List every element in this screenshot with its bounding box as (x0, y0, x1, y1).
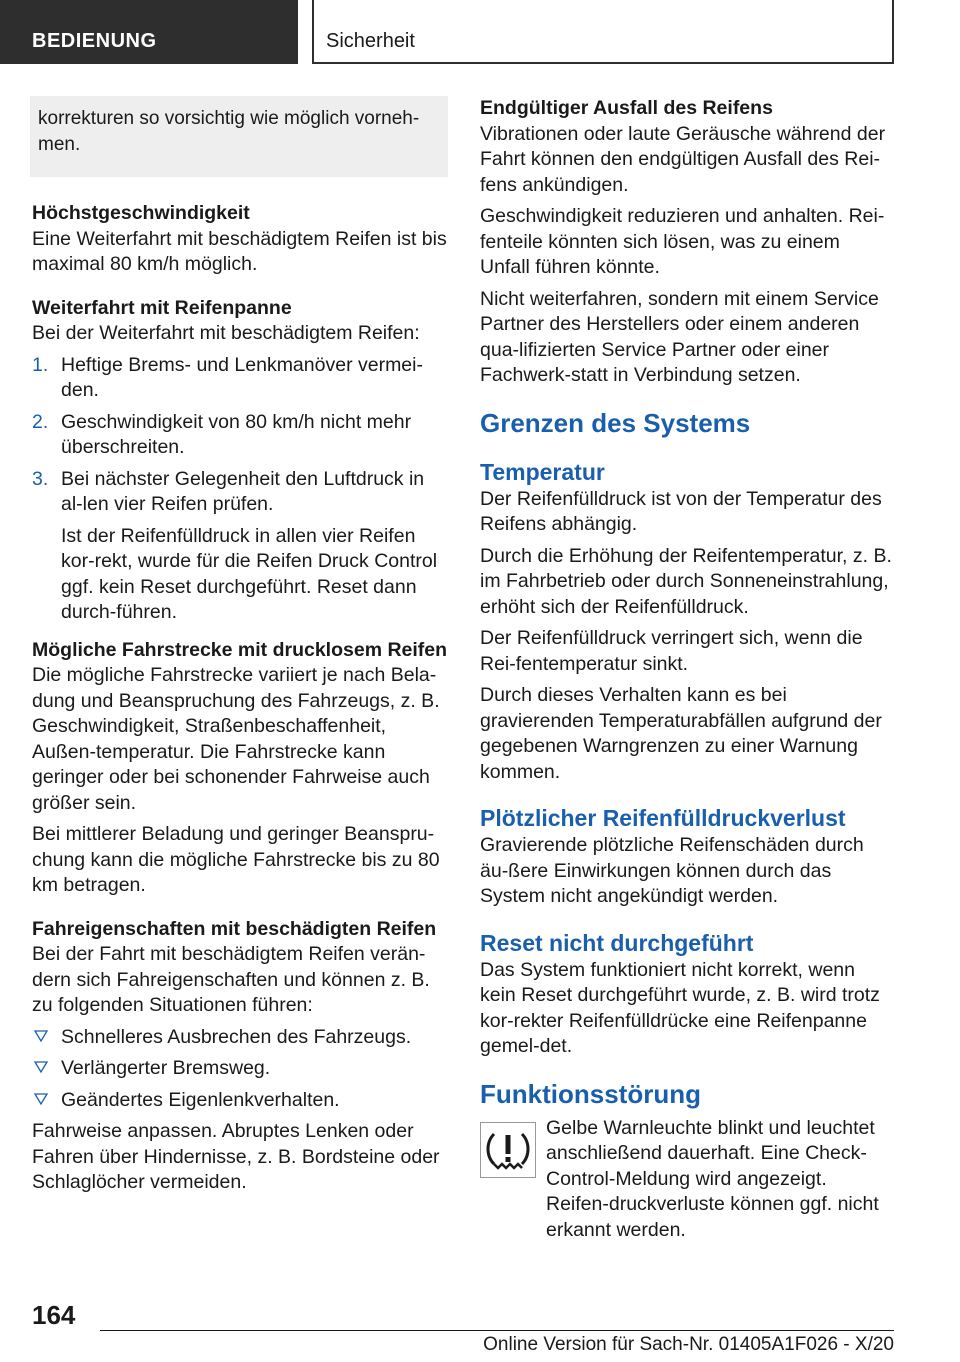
failure-text-1: Vibrationen oder laute Geräusche während der Fahrt können den endgültigen Ausfall des Rei-fens ankündigen. (480, 122, 886, 196)
temperature-text-3: Der Reifenfülldruck verringert sich, wenn die Rei-fentemperatur sinkt. (480, 627, 863, 675)
continue-intro: Bei der Weiterfahrt mit beschädigtem Reifen: (32, 322, 420, 344)
triangle-bullet-icon (34, 1060, 48, 1074)
temperature-heading: Temperatur (480, 458, 605, 485)
chapter-title: Sicherheit (326, 30, 415, 52)
left-column (32, 96, 448, 1196)
effect-text: Schnelleres Ausbrechen des Fahrzeugs. (61, 1025, 412, 1048)
handling-outro: Fahrweise anpassen. Abruptes Lenken oder Fahren über Hindernisse, z. B. Bordsteine oder Schlaglöcher vermeiden. (32, 1120, 440, 1193)
limits-heading: Grenzen des Systems (480, 407, 751, 438)
step-extra-text: Ist der Reifenfülldruck in allen vier Reifen kor-rekt, wurde für die Reifen Druck Control ggf. kein Reset durchgeführt. Reset dann durch-führen. (61, 524, 438, 623)
effect-text: Geändertes Eigenlenkverhalten. (61, 1088, 340, 1111)
tire-pressure-warning-icon (480, 1122, 536, 1178)
effects-list (32, 1025, 448, 1114)
triangle-bullet-icon (34, 1092, 48, 1106)
footer-divider (100, 1330, 894, 1331)
failure-heading: Endgültiger Ausfall des Reifens (480, 97, 773, 119)
handling-intro: Bei der Fahrt mit beschädigtem Reifen verän-dern sich Fahreigenschaften und können z. B. zu folgenden Situationen führen: (32, 943, 430, 1016)
list-item (32, 467, 448, 626)
page-number: 164 (32, 1300, 76, 1330)
distance-heading: Mögliche Fahrstrecke mit drucklosem Reifen (32, 638, 448, 661)
speed-text: Eine Weiterfahrt mit beschädigtem Reifen ist bis maximal 80 km/h möglich. (32, 227, 447, 275)
reset-text: Das System funktioniert nicht korrekt, wenn kein Reset durchgeführt wurde, z. B. wird trotz kor-rekter Reifenfülldrücke eine Reifenpanne gemel-det. (480, 958, 880, 1057)
failure-text-3: Nicht weiterfahren, sondern mit einem Service Partner des Herstellers oder einem anderen qua-lifizierten Service Partner oder einer Fachwerk-statt in Verbindung setzen. (480, 287, 879, 386)
footer-text: Online Version für Sach-Nr. 01405A1F026 - X/20 (483, 1334, 894, 1355)
malfunction-heading: Funktionsstörung (480, 1078, 701, 1109)
reset-heading: Reset nicht durchgeführt (480, 929, 754, 956)
list-item (32, 1088, 448, 1114)
temperature-text-4: Durch dieses Verhalten kann es bei gravierenden Temperaturabfällen aufgrund der gegebenen Warngrenzen zu einer Warnung kommen. (480, 684, 882, 783)
chapter-tab (312, 0, 894, 64)
malfunction-text: Gelbe Warnleuchte blinkt und leuchtet anschließend dauerhaft. Eine Check-Control-Meldung wird angezeigt. Reifen-druckverluste können ggf. nicht erkannt werden. (546, 1116, 879, 1241)
step-number: 1. (32, 353, 49, 376)
pressure-loss-text: Gravierende plötzliche Reifenschäden durch äu-ßere Einwirkungen können durch das System nicht angekündigt werden. (480, 834, 864, 907)
failure-text-2: Geschwindigkeit reduzieren und anhalten. Rei-fenteile könnten sich lösen, was zu einem Unfall führen könnte. (480, 205, 885, 278)
temperature-text-1: Der Reifenfülldruck ist von der Temperatur des Reifens abhängig. (480, 487, 882, 535)
step-number: 3. (32, 467, 49, 490)
list-item (32, 1025, 448, 1051)
effect-text: Verlängerter Bremsweg. (61, 1057, 271, 1079)
step-number: 2. (32, 410, 49, 433)
section-tab (0, 0, 298, 64)
list-item (32, 1056, 448, 1082)
temperature-text-2: Durch die Erhöhung der Reifentemperatur, z. B. im Fahrbetrieb oder durch Sonneneinstrahlung, erhöht sich der Reifenfülldruck. (480, 544, 892, 618)
distance-text-2: Bei mittlerer Beladung und geringer Beanspru-chung kann die mögliche Fahrstrecke bis zu 80 km betragen. (32, 823, 440, 896)
section-title: BEDIENUNG (32, 30, 157, 52)
handling-heading: Fahreigenschaften mit beschädigten Reifen (32, 917, 437, 940)
triangle-bullet-icon (34, 1029, 48, 1043)
note-text: korrekturen so vorsichtig wie möglich vorneh-men. (38, 108, 420, 155)
step-text: Geschwindigkeit von 80 km/h nicht mehr überschreiten. (61, 410, 412, 458)
step-text: Heftige Brems- und Lenkmanöver vermei-den. (61, 353, 423, 401)
note-box (30, 96, 448, 177)
distance-text-1: Die mögliche Fahrstrecke variiert je nach Bela-dung und Beanspruchung des Fahrzeugs, z. B. Geschwindigkeit, Straßenbeschaffenheit, Außen-temperatur. Die Fahrstrecke kann geringer oder bei schonender Fahrweise auch größer sein. (32, 664, 440, 814)
steps-list (32, 353, 448, 626)
list-item (32, 353, 448, 404)
malfunction-block (480, 1116, 894, 1244)
continue-heading: Weiterfahrt mit Reifenpanne (32, 296, 292, 319)
step-text: Bei nächster Gelegenheit den Luftdruck in al-len vier Reifen prüfen. (61, 467, 425, 515)
speed-heading: Höchstgeschwindigkeit (32, 202, 250, 224)
right-column (480, 96, 894, 1243)
pressure-loss-heading: Plötzlicher Reifenfülldruckverlust (480, 805, 846, 831)
list-item (32, 410, 448, 461)
